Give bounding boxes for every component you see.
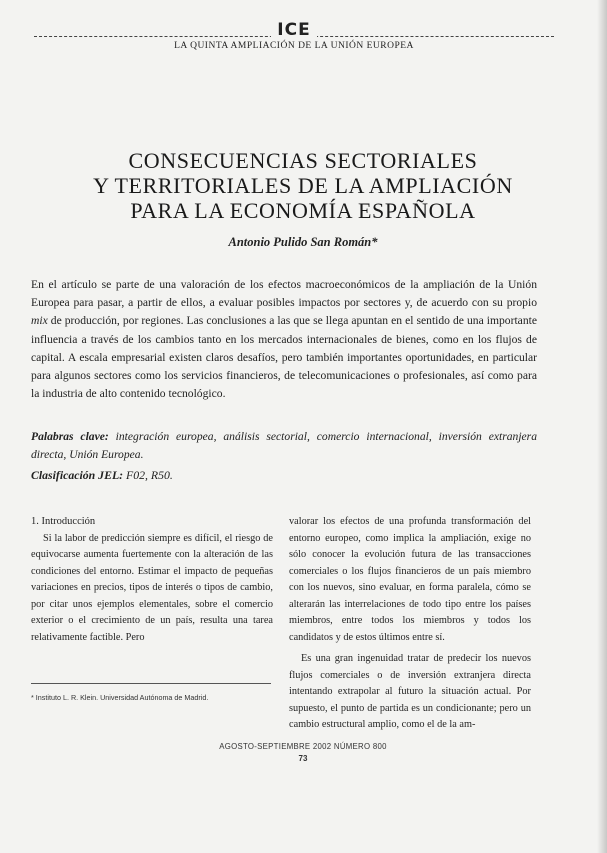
title-line-2: Y TERRITORIALES DE LA AMPLIACIÓN [93,173,513,198]
body-paragraph: Si la labor de predicción siempre es difícil, el riesgo de equivocarse aumenta fuertemente con la alteración de las condiciones del entorno. Estimar el impacto de pequeñas variaciones en precios, tipos de interés o tipos de cambio, por citar unos ejemplos elementales, sobre el comercio exterior o el crecimiento de un país, resulta una tarea relativamente factible. Pero [31,532,273,643]
title-line-3: PARA LA ECONOMÍA ESPAÑOLA [130,198,476,223]
body-column-right [289,514,531,734]
jel-label: Clasificación JEL: [31,468,124,482]
keywords-text: integración europea, análisis sectorial, comercio internacional, inversión extranjera directa, Unión Europea. [31,430,537,461]
journal-logo: ICE [271,20,316,40]
running-header [34,20,554,51]
body-paragraph: valorar los efectos de una profunda transformación del entorno europeo, como implica la ampliación, exige no sólo conocer la evolución futura de las transacciones comerciales o los flujos financieros de un país miembro con los nuevos, sino evaluar, en forma paralela, cómo se alterarán las interrelaciones de todo tipo entre los países miembros, entre todos los miembros y todos los candidatos y de estos últimos entre sí. [289,516,531,643]
abstract [31,276,537,403]
scan-edge-shadow [597,0,607,853]
abstract-part-2: de producción, por regiones. Las conclusiones a las que se llega apuntan en el sentido de una importante influencia a través de los cambios tanto en los mercados internacionales de bienes, como en los flujos de capital. A escala empresarial existen claros desafíos, pero también importantes oportunidades, en particular para algunos sectores como los servicios financieros, de telecomunicaciones o profesionales, así como para la industria de alto contenido tecnológico. [31,314,537,401]
header-subtitle-text: LA QUINTA AMPLIACIÓN DE LA UNIÓN EUROPEA [170,41,418,51]
article-title [30,148,576,223]
body-paragraph: Es una gran ingenuidad tratar de predecir los nuevos flujos comerciales o de inversión extranjera directa intentando extrapolar al futuro la situación actual. Por supuesto, el punto de partida es un condicionante; pero un cambio estructural amplio, como el de la am- [289,653,531,730]
section-heading: 1. Introducción [31,516,96,527]
body-column-left [31,514,273,646]
article-author: Antonio Pulido San Román* [228,235,378,249]
page-number: 73 [298,754,308,763]
jel-classification [31,468,537,483]
title-line-1: CONSECUENCIAS SECTORIALES [128,148,478,173]
footnote-rule [31,683,271,684]
jel-text: F02, R50. [123,468,173,482]
keywords-label: Palabras clave: [31,430,109,443]
author-footnote: * Instituto L. R. Klein. Universidad Autónoma de Madrid. [31,693,209,702]
abstract-mix-term: mix [31,314,48,328]
issue-footer: AGOSTO-SEPTIEMBRE 2002 NÚMERO 800 [219,742,387,751]
header-subtitle [34,41,554,51]
keywords [31,428,537,463]
abstract-part-1: En el artículo se parte de una valoración de los efectos macroeconómicos de la ampliación de la Unión Europea para pasar, a partir de ellos, a evaluar posibles impactos por sectores y, de acuerdo con su propio [31,278,537,310]
